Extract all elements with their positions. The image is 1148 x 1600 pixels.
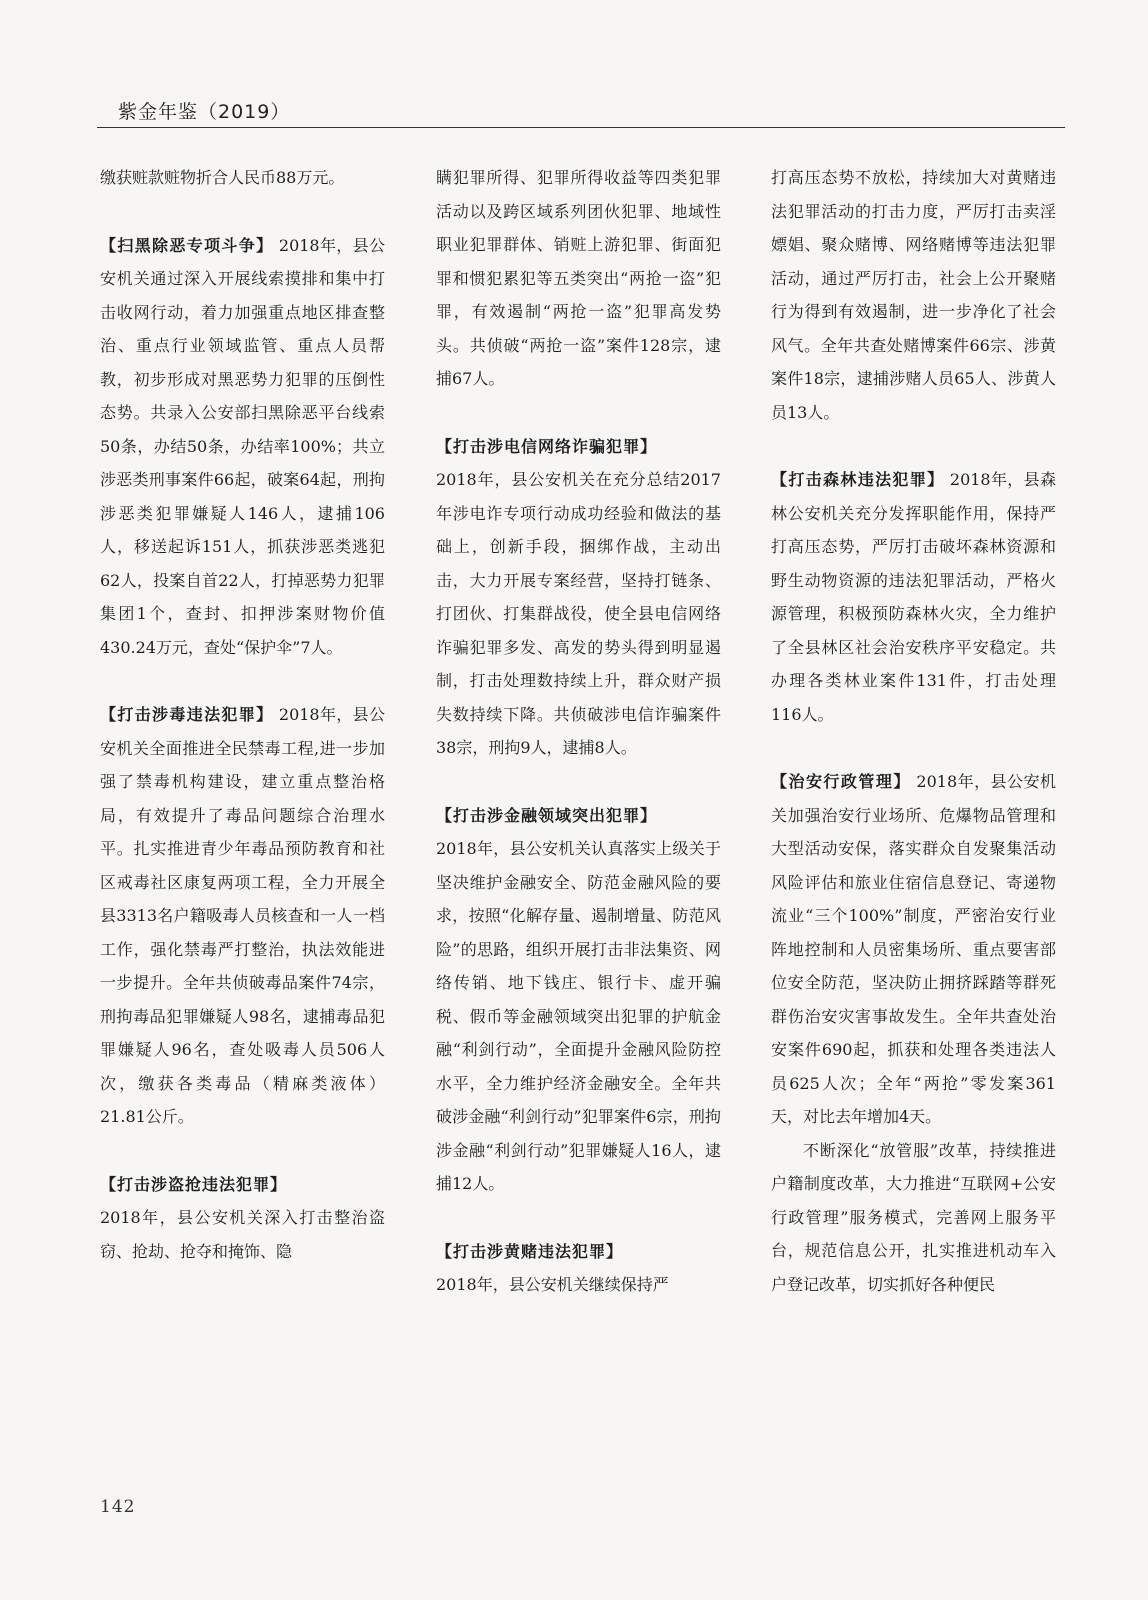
section-forest-crime: [771, 463, 1056, 731]
paragraph: [100, 161, 385, 195]
section-sweep-gangs: [100, 229, 385, 665]
section-text: 2018年，县公安机关在充分总结2017年涉电诈专项行动成功经验和做法的基础上，创新手段，捆绑作战，主动出击，大力开展专案经营，坚持打链条、打团伙、打集群战役，使全县电信网络诈骗犯罪多发、高发的势头得到明显遏制，打击处理数持续上升，群众财产损失数持续下降。共侦破涉电信诈骗案件38宗，刑拘9人，逮捕8人。: [436, 470, 721, 757]
text-column-3: [771, 161, 1056, 1301]
text-column-1: [100, 161, 385, 1268]
section-title: 【扫黑除恶专项斗争】: [100, 235, 274, 255]
section-drug-crime: [100, 698, 385, 1134]
section-title: 【打击涉电信网络诈骗犯罪】: [436, 436, 658, 456]
section-title: 【打击涉盗抢违法犯罪】: [100, 1174, 288, 1194]
paragraph: [771, 161, 1056, 429]
running-header-title: 紫金年鉴（2019）: [118, 101, 291, 123]
header-rule: [97, 127, 1065, 128]
section-text: 2018年，县公安机关通过深入开展线索摸排和集中打击收网行动，着力加强重点地区排查整治、重点行业领域监管、重点人员帮教，初步形成对黑恶势力犯罪的压倒性态势。共录入公安部扫黑除恶平台线索50条，办结50条，办结率100%；共立涉恶类刑事案件66起，破案64起，刑拘涉恶类犯罪嫌疑人146人，逮捕106人，移送起诉151人，抓获涉恶类逃犯62人，投案自首22人，打掉恶势力犯罪集团1个，查封、扣押涉案财物价值430.24万元，查处“保护伞”7人。: [100, 235, 385, 657]
section-text: 2018年，县公安机关继续保持严: [436, 1275, 669, 1294]
section-text: 2018年，县公安机关全面推进全民禁毒工程,进一步加强了禁毒机构建设，建立重点整治格局，有效提升了毒品问题综合治理水平。扎实推进青少年毒品预防教育和社区戒毒社区康复两项工程，全力开展全县3313名户籍吸毒人员核查和一人一档工作，强化禁毒严打整治，执法效能进一步提升。全年共侦破毒品案件74宗，刑拘毒品犯罪嫌疑人98名，逮捕毒品犯罪嫌疑人96名，查处吸毒人员506人次，缴获各类毒品（精麻类液体）21.81公斤。: [100, 705, 385, 1126]
section-text: 2018年，县森林公安机关充分发挥职能作用，保持严打高压态势，严厉打击破坏森林资源和野生动物资源的违法犯罪活动，严格火源管理，积极预防森林火灾，全力维护了全县林区社会治安秩序平安稳定。共办理各类林业案件131件，打击处理116人。: [771, 470, 1056, 724]
paragraph: [771, 1134, 1056, 1302]
paragraph-text: 打高压态势不放松，持续加大对黄赌违法犯罪活动的打击力度，严厉打击卖淫嫖娼、聚众赌博、网络赌博等违法犯罪活动，通过严厉打击，社会上公开聚赌行为得到有效遏制，进一步净化了社会风气。全年共查处赌博案件66宗、涉黄案件18宗，逮捕涉赌人员65人、涉黄人员13人。: [771, 168, 1056, 422]
section-text: 2018年，县公安机关认真落实上级关于坚决维护金融安全、防范金融风险的要求，按照“化解存量、遏制增量、防范风险”的思路，组织开展打击非法集资、网络传销、地下钱庄、银行卡、虚开骗税、假币等金融领域突出犯罪的护航金融“利剑行动”，全面提升金融风险防控水平，全力维护经济金融安全。全年共破涉金融“利剑行动”犯罪案件6宗，刑拘涉金融“利剑行动”犯罪嫌疑人16人，逮捕12人。: [436, 839, 721, 1193]
section-telecom-fraud: [436, 430, 721, 765]
section-title: 【打击涉金融领域突出犯罪】: [436, 805, 658, 825]
page-number: 142: [100, 1497, 136, 1517]
section-title: 【打击涉毒违法犯罪】: [100, 705, 274, 724]
section-public-security-admin: [771, 765, 1056, 1134]
section-text: 2018年，县公安机关加强治安行业场所、危爆物品管理和大型活动安保，落实群众自发聚集活动风险评估和旅业住宿信息登记、寄递物流业“三个100%”制度，严密治安行业阵地控制和人员密集场所、重点要害部位安全防范，坚决防止拥挤踩踏等群死群伤治安灾害事故发生。全年共查处治安案件690起，抓获和处理各类违法人员625人次；全年“两抢”零发案361天，对比去年增加4天。: [771, 772, 1056, 1126]
section-vice-gambling: [436, 1235, 721, 1302]
paragraph-text: 瞒犯罪所得、犯罪所得收益等四类犯罪活动以及跨区域系列团伙犯罪、地域性职业犯罪群体、销赃上游犯罪、街面犯罪和惯犯累犯等五类突出“两抢一盗”犯罪，有效遏制“两抢一盗”犯罪高发势头。共侦破“两抢一盗”案件128宗，逮捕67人。: [436, 168, 721, 388]
paragraph-text: 缴获赃款赃物折合人民币88万元。: [100, 168, 345, 187]
paragraph: [436, 161, 721, 396]
text-column-2: [436, 161, 721, 1302]
section-title: 【治安行政管理】: [771, 772, 911, 791]
section-financial-crime: [436, 799, 721, 1201]
section-title: 【打击森林违法犯罪】: [771, 470, 945, 489]
paragraph-text: 不断深化“放管服”改革，持续推进户籍制度改革，大力推进“互联网+公安行政管理”服务模式，完善网上服务平台，规范信息公开，扎实推进机动车入户登记改革，切实抓好各种便民: [771, 1140, 1056, 1294]
section-title: 【打击涉黄赌违法犯罪】: [436, 1241, 624, 1261]
section-text: 2018年，县公安机关深入打击整治盗窃、抢劫、抢夺和掩饰、隐: [100, 1208, 385, 1261]
section-theft-robbery: [100, 1168, 385, 1269]
